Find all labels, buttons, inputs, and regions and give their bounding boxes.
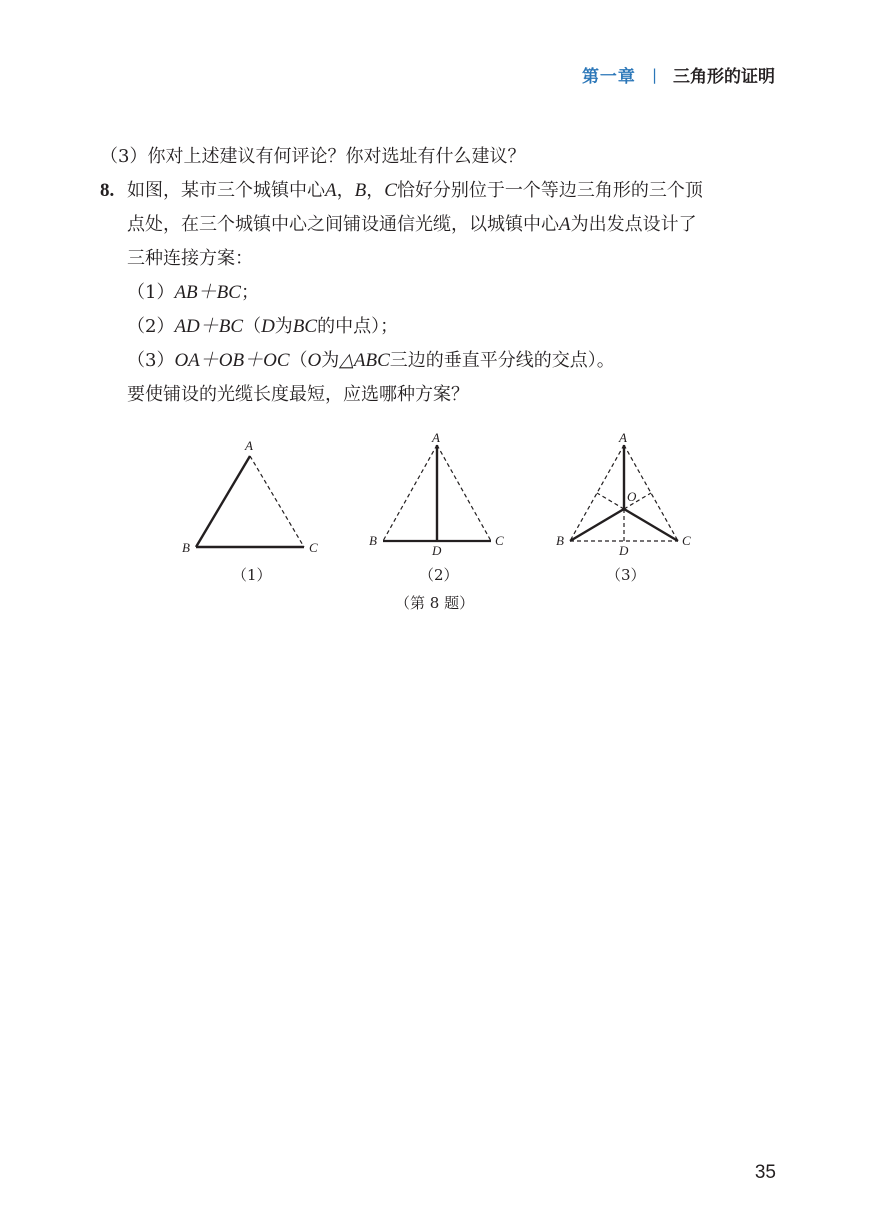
segment-AC-dashed — [437, 445, 491, 541]
figure-2 — [369, 430, 504, 584]
segment-AB-dashed — [383, 445, 437, 541]
figure-3-caption: （3） — [606, 566, 646, 584]
q8-question: 要使铺设的光缆长度最短，应选哪种方案？ — [127, 384, 469, 405]
running-header — [582, 62, 775, 87]
figure-group-caption: （第 8 题） — [395, 594, 475, 612]
figure-2-caption: （2） — [419, 566, 459, 584]
q8-option-3: （3）OA＋OB＋OC（O为△ABC三边的垂直平分线的交点）。 — [127, 350, 615, 371]
q8-stem-line-3: 三种连接方案： — [127, 248, 253, 269]
vertex-label-B: B — [369, 533, 377, 548]
segment-OB — [570, 509, 624, 541]
exercise-text — [100, 140, 790, 412]
vertex-label-C: C — [495, 533, 504, 548]
segment-AB — [196, 456, 250, 547]
point-label-D: D — [432, 543, 442, 558]
vertex-label-A: A — [619, 430, 627, 445]
header-separator: | — [651, 65, 657, 84]
chapter-label: 第一章 — [581, 67, 636, 87]
figure-1-caption: （1） — [232, 566, 272, 584]
segment-OC — [624, 509, 678, 541]
q8-stem-line-1: 8. 如图，某市三个城镇中心A，B，C恰好分别位于一个等边三角形的三个顶 — [100, 174, 790, 208]
vertex-label-A: A — [432, 430, 440, 445]
q8-option-1: （1）AB＋BC； — [127, 282, 259, 303]
bisector-to-AB-dashed — [597, 493, 624, 509]
chapter-title: 三角形的证明 — [673, 67, 775, 87]
segment-AC-dashed — [250, 456, 304, 547]
vertex-label-B: B — [556, 533, 564, 548]
vertex-label-C: C — [309, 540, 318, 555]
question-number: 8. — [100, 180, 115, 201]
q8-option-2: （2）AD＋BC（D为BC的中点）； — [127, 316, 399, 337]
triangle-diagrams — [150, 425, 710, 625]
point-label-D: D — [619, 543, 629, 558]
figure-1 — [182, 438, 318, 584]
vertex-label-B: B — [182, 540, 190, 555]
figure-3 — [556, 430, 691, 584]
page-number: 35 — [754, 1162, 776, 1183]
vertex-label-C: C — [682, 533, 691, 548]
figure-group — [150, 425, 710, 625]
q8-stem-line-2: 点处，在三个城镇中心之间铺设通信光缆，以城镇中心A为出发点设计了 — [127, 214, 697, 235]
q7-item-3: （3）你对上述建议有何评论？你对选址有什么建议？ — [100, 146, 526, 167]
vertex-label-A: A — [245, 438, 253, 453]
point-label-O: O — [627, 489, 637, 504]
